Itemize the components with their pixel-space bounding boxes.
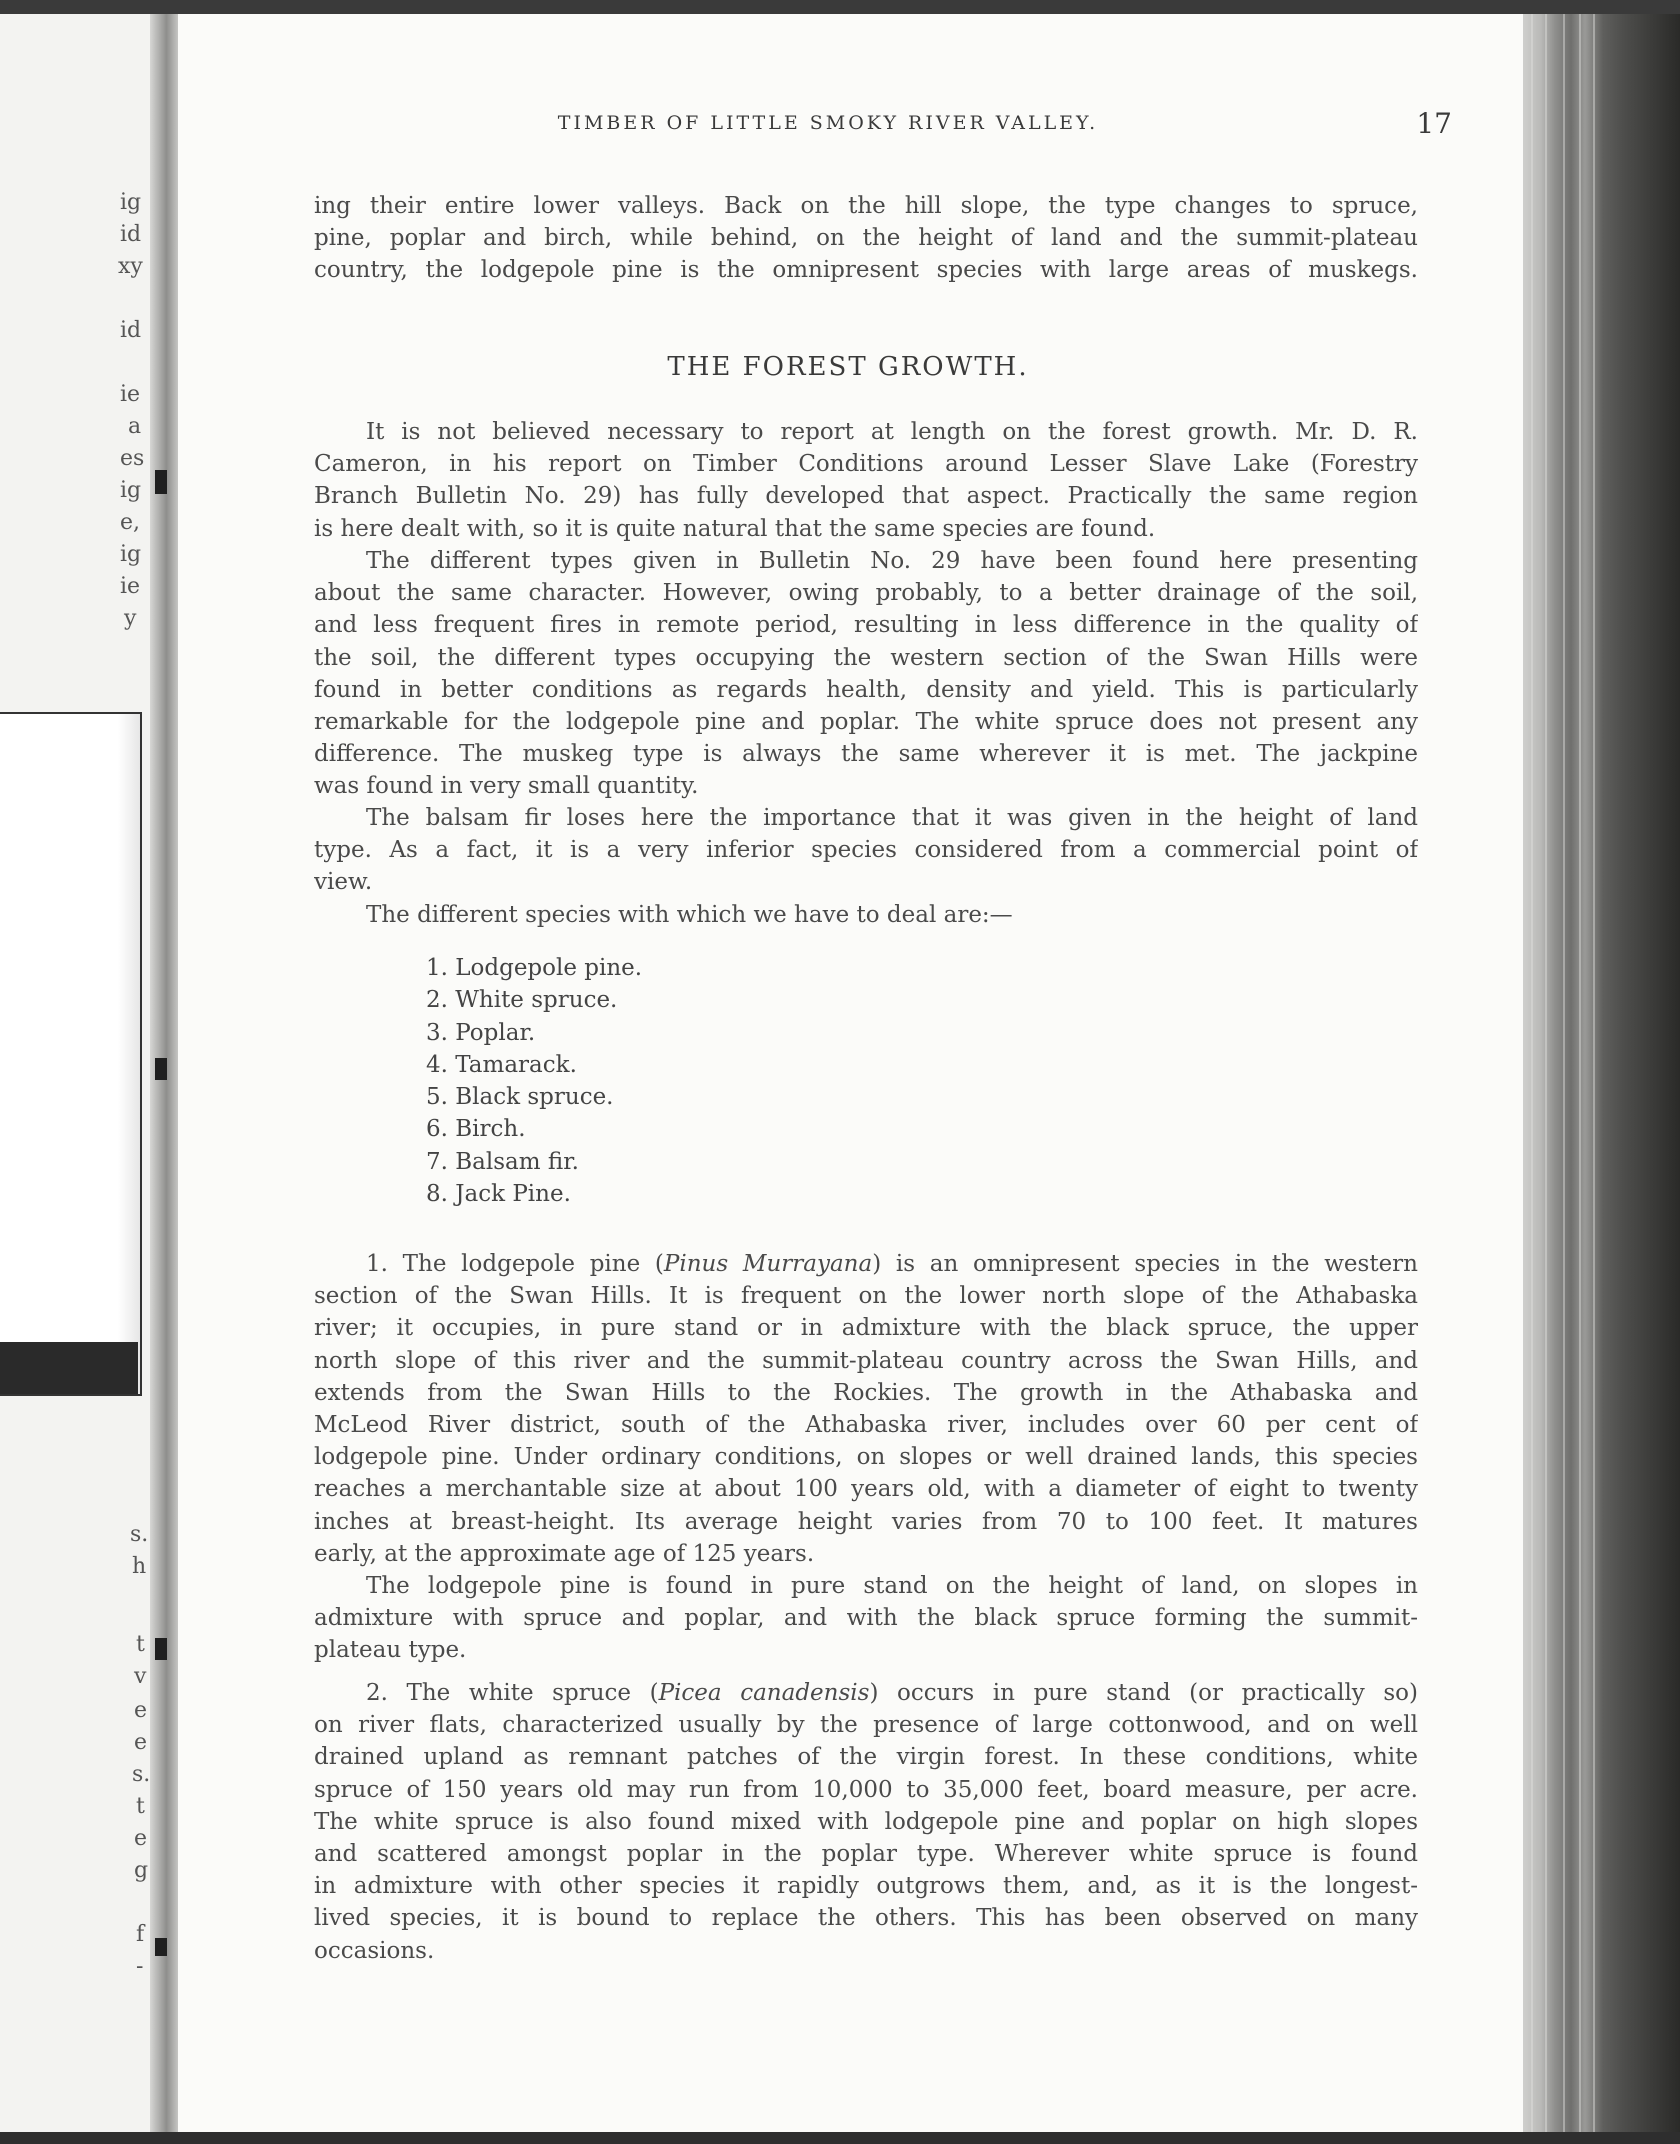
forest-growth-paragraph-2 [314,545,1418,803]
text-line: extends from the Swan Hills to the Rockies. The growth in the Athabaska and [314,1379,1418,1406]
text-line: occasions. [314,1937,435,1964]
margin-fragment: s. [132,1762,151,1787]
white-spruce-paragraph [314,1677,1418,1967]
forest-growth-paragraph-3 [314,802,1418,899]
left-page [0,14,152,2136]
lodgepole-pine-paragraph [314,1248,1418,1570]
right-page [178,14,1523,2136]
lodgepole-pine-paragraph-2 [314,1570,1418,1667]
binding-stitch [155,1058,167,1080]
margin-fragment: y [124,606,137,631]
text-run: 1. The lodgepole pine ( [366,1251,664,1277]
margin-fragment: es [120,446,145,471]
text-line [314,1677,1418,1709]
text-line: country, the lodgepole pine is the omnipresent species with large areas of muskegs. [314,257,1418,284]
text-line: lodgepole pine. Under ordinary conditions, on slopes or well drained lands, this species [314,1444,1418,1471]
text-line: lived species, it is bound to replace the others. This has been observed on many [314,1905,1418,1932]
text-line: plateau type. [314,1637,467,1664]
text-line: drained upland as remnant patches of the virgin forest. In these conditions, white [314,1744,1418,1771]
text-run: ) is an omnipresent species in the western [872,1251,1418,1277]
margin-fragment: v [134,1664,147,1689]
text-line: spruce of 150 years old may run from 10,000 to 35,000 feet, board measure, per acre. [314,1776,1418,1803]
text-line: McLeod River district, south of the Athabaska river, includes over 60 per cent of [314,1411,1418,1438]
page-number: 17 [1416,107,1452,140]
intro-paragraph [314,190,1418,287]
margin-fragment: s. [130,1522,149,1547]
text-line: inches at breast-height. Its average height varies from 70 to 100 feet. It matures [314,1508,1418,1535]
text-line: is here dealt with, so it is quite natural that the same species are found. [314,515,1156,542]
text-line: Cameron, in his report on Timber Conditions around Lesser Slave Lake (Forestry [314,451,1418,478]
margin-fragment: e [134,1698,148,1723]
margin-fragment: h [132,1554,147,1579]
text-run: ) occurs in pure stand (or practically so) [869,1680,1418,1706]
text-line: and less frequent fires in remote period, resulting in less difference in the quality of [314,612,1418,639]
margin-fragment: e, [120,510,141,535]
text-line: admixture with spruce and poplar, and with the black spruce forming the summit- [314,1605,1418,1632]
text-line: north slope of this river and the summit-plateau country across the Swan Hills, and [314,1347,1418,1374]
text-line: The different types given in Bulletin No. 29 have been found here presenting [366,548,1418,574]
margin-fragment: a [128,414,142,439]
margin-fragment: e [134,1826,148,1851]
list-item: 2. White spruce. [426,987,618,1014]
list-item: 8. Jack Pine. [426,1181,571,1208]
margin-fragment: t [136,1632,145,1657]
forest-growth-paragraph-4 [314,899,1418,931]
facing-page-figure [0,712,142,1396]
text-line: difference. The muskeg type is always the same wherever it is met. The jackpine [314,741,1418,768]
species-list [426,952,642,1210]
binding-stitch [155,1638,167,1660]
text-line: and scattered amongst poplar in the poplar type. Wherever white spruce is found [314,1840,1418,1867]
text-line: river; it occupies, in pure stand or in admixture with the black spruce, the upper [314,1315,1418,1342]
list-item: 1. Lodgepole pine. [426,955,643,981]
list-item: 7. Balsam fir. [426,1148,579,1175]
margin-fragment: f [136,1922,145,1947]
margin-fragment: ie [120,574,141,599]
margin-fragment: t [136,1794,145,1819]
text-line: remarkable for the lodgepole pine and poplar. The white spruce does not present any [314,708,1418,735]
margin-fragment: xy [118,254,143,279]
margin-fragment: id [120,222,142,247]
list-item: 4. Tamarack. [426,1051,577,1078]
margin-fragment: - [136,1954,144,1979]
list-item: 6. Birch. [426,1116,526,1143]
text-line: view. [314,869,373,896]
margin-fragment: id [120,318,142,343]
margin-fragment: g [134,1858,149,1883]
text-line: type. As a fact, it is a very inferior species considered from a commercial point of [314,837,1418,864]
text-line: The lodgepole pine is found in pure stand on the height of land, on slopes in [366,1573,1418,1599]
text-line: in admixture with other species it rapidly outgrows them, and, as it is the longest- [314,1873,1418,1900]
section-heading: THE FOREST GROWTH. [667,352,1029,382]
text-line: Branch Bulletin No. 29) has fully developed that aspect. Practically the same region [314,483,1418,510]
text-line: about the same character. However, owing probably, to a better drainage of the soil, [314,580,1418,607]
book-page-edges [1523,14,1680,2136]
text-line: early, at the approximate age of 125 years. [314,1540,815,1567]
list-item: 5. Black spruce. [426,1084,614,1111]
text-line: The white spruce is also found mixed with lodgepole pine and poplar on high slopes [314,1808,1418,1835]
list-item: 3. Poplar. [426,1019,536,1046]
latin-name: Pinus Murrayana [663,1251,873,1277]
text-run: 2. The white spruce ( [366,1680,659,1706]
binding-stitch [155,470,167,494]
text-line: pine, poplar and birch, while behind, on the height of land and the summit-plateau [314,225,1418,252]
margin-fragment: ie [120,382,141,407]
text-line: The different species with which we have to deal are:— [366,902,1013,928]
text-line: It is not believed necessary to report at length on the forest growth. Mr. D. R. [366,419,1418,445]
text-line: ing their entire lower valleys. Back on the hill slope, the type changes to spruce, [314,193,1418,219]
margin-fragment: e [134,1730,148,1755]
text-line: was found in very small quantity. [314,773,699,800]
margin-fragment: ig [120,190,142,215]
margin-fragment: ig [120,542,142,567]
text-line: section of the Swan Hills. It is frequent on the lower north slope of the Athabaska [314,1283,1418,1310]
text-line: on river flats, characterized usually by the presence of large cottonwood, and on well [314,1712,1418,1739]
text-line [314,1248,1418,1280]
running-head: TIMBER OF LITTLE SMOKY RIVER VALLEY. [557,112,1099,134]
margin-fragment: ig [120,478,142,503]
text-line: found in better conditions as regards health, density and yield. This is particularly [314,676,1418,703]
text-line: the soil, the different types occupying the western section of the Swan Hills were [314,644,1418,671]
scan-bottom-edge [0,2132,1680,2144]
latin-name: Picea canadensis [658,1680,870,1706]
forest-growth-paragraph-1 [314,416,1418,545]
text-line: reaches a merchantable size at about 100 years old, with a diameter of eight to twenty [314,1476,1418,1503]
binding-stitch [155,1938,167,1956]
text-line: The balsam fir loses here the importance that it was given in the height of land [366,805,1418,831]
